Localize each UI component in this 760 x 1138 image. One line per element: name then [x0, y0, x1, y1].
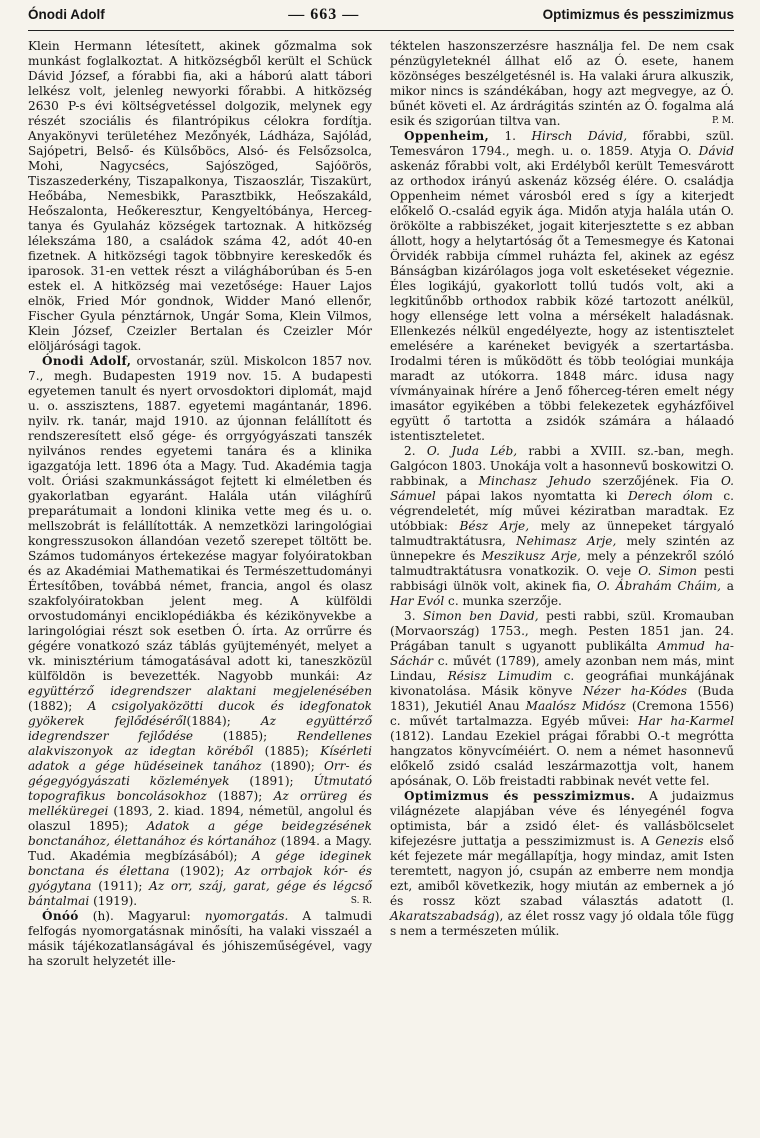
right-column	[390, 39, 734, 969]
text-columns	[28, 39, 734, 969]
work-title: Az együttérző idegrendszer alaktani megjelenésében	[28, 669, 372, 698]
work-title: Az orr, száj, garat, gége és légcső bántalmai	[28, 879, 372, 908]
headword: Ónóó	[42, 909, 79, 923]
work-title: Kísérleti adatok a gége hüdéseinek tanához	[28, 744, 372, 773]
headword: Optimizmus és pesszimizmus.	[404, 789, 636, 803]
paragraph: Klein Hermann létesített, akinek gőzmalma sok munkást foglalkoztat. A hitközségből került el Schück Dávid József, a fórabbi fia, aki a háború alatt tábori lelkész volt, jelenleg newyorki főrabbi. A hitközség 2630 P-s évi költségvetéssel dolgozik, melynek egy részét szociális és filantrópikus célokra fordítja. Anyakönyvi területéhez Mezőnyék, Ládháza, Sajólád, Sajópetri, Belső- és Külsőböcs, Alsó- és Felsőzsolca, Mohi, Nagycsécs, Sajószöged, Sajóörös, Tiszaszederkény, Tiszapalkonya, Tiszaoszlár, Tiszakürt, Heőbába, Nemesbikk, Parasztbikk, Heőszakáld, Heőszalonta, Heőkeresztur, Kengyeltóbánya, Hercegtanya és Gyulaház községek tartoznak. A hitközség lélekszáma 180, a családok száma 42, adót 40-en fizetnek. A hitközségi tagok többnyire kereskedők és iparosok. 31-en vettek részt a világháborúban és 5-en estek el. A hitközség mai vezetősége: Hauer Lajos elnök, Fried Mór gondnok, Widder Manó ellenőr, Fischer Gyula pénztárnok, Ungár Soma, Klein Vilmos, Klein József, Czeizler Bertalan és Czeizler Mór elöljárósági tagok.	[28, 39, 372, 353]
headword: Ónodi Adolf,	[42, 354, 132, 368]
author-signature: P. M.	[711, 116, 734, 126]
author-signature: S. R.	[350, 896, 372, 906]
work-title: Az orrbajok kór- és gyógytana	[28, 864, 372, 893]
entry-oppenheim: Oppenheim, 1. Hirsch Dávid, főrabbi, szül. Temesváron 1794., megh. u. o. 1859. Atyja O. Dávid askenáz főrabbi volt, aki Erdélyből került Temesvárott az orthodox irányú askenáz község élére. O. családja Oppenheim német városból ered s így a kiterjedt előkelő O.-család egyik ága. Midőn atyja halála után O. örökölte a rabbiszéket, jogait kiterjesztette s ez abban állott, hogy a helytartóság őt a Temesmegye és Katonai Örvidék rabbija címmel ruházta fel, akinek az egész Bánságban kizárólagos joga volt esketéseket végeznie. Éles logikájú, gyakorlott tollú tudós volt, aki a legkitűnőbb orthodox rabbik közé tartozott anélkül, hogy ellensége lett volna a mérsékelt haladásnak. Ellenkezés nélkül engedélyezte, hogy az istentisztelet emelésére a karéneket bevigyék a szertartásba. Irodalmi téren is működött és több teológiai munkája maradt az utókorra. 1848 márc. idusa nagy vívmányainak hírére a Jenő főherceg-téren emelt négy imasátor egyikében a többi felekezetek egyházfőivel együtt ő tartotta a zsidók számára a hálaadó istentiszteletet.	[390, 129, 734, 443]
header-left: Ónodi Adolf	[28, 7, 105, 22]
header-right: Optimizmus és pesszimizmus	[542, 7, 734, 22]
work-title: Az együttérző idegrendszer fejlődése	[28, 714, 372, 743]
works-list: Az együttérző idegrendszer alaktani megjelenésében (1882); A csigolyaközötti ducok és idegfonatok gyökerek fejlődéséről(1884); Az együttérző idegrendszer fejlődése (1885); Rendellenes alakviszonyok az idegtan köréből (1885); Kísérleti adatok a gége hüdéseinek tanához (1890); Orr- és gégegyógyászati közlemények (1891); Útmutató topografikus boncolásokhoz (1887); Az orrüreg és melléküregei (1893, 2. kiad. 1894, németül, angolul és olaszul 1895); Adatok a gége beidegzésének bonctanához, élettanához és kórtanához (1894. a Magy. Tud. Akadémia megbízásából); A gége ideginek bonctana és élettana (1902); Az orrbajok kór- és gyógytana (1911); Az orr, száj, garat, gége és légcső bántalmai (1919).	[28, 669, 372, 908]
entry-onoo: Ónóó (h). Magyarul: nyomorgatás. A talmudi felfogás nyomorgatásnak minősíti, ha valaki visszaél a másik tájékozatlanságával és jóhiszeműségével, vagy ha szorult helyzetét ille-	[28, 909, 372, 968]
work-title: Útmutató topografikus boncolásokhoz	[28, 774, 372, 803]
entry-oppenheim-3: 3. Simon ben David, pesti rabbi, szül. Kromauban (Morvaország) 1753., megh. Pesten 1851 jan. 24. Prágában tanult s ugyanott publikálta Ammud ha-Sáchár c. művét (1789), amely azonban nem más, mint Lindau, Résisz Limudim c. geográfiai munkájának kivonatolása. Másik könyve Nézer ha-Kódes (Buda 1831), Jekutiél Anau Maalósz Midósz (Cremona 1556) c. művét tartalmazza. Egyéb művei: Har ha-Karmel (1812). Landau Ezekiel prágai főrabbi O.-t megrótta hangzatos könyvcíméiért. O. nem a német hasonnevű előkelő zsidó család leszármazottja volt, hanem apósának, O. Löb freistadti rabbinak nevét vette fel.	[390, 609, 735, 788]
left-column	[28, 39, 372, 969]
work-title: Orr- és gégegyógyászati közlemények	[28, 759, 372, 788]
work-title: Adatok a gége beidegzésének bonctanához, élettanához és kórtanához	[28, 819, 372, 848]
work-title: Az orrüreg és melléküregei	[28, 789, 372, 818]
entry-onodi-adolf: Ónodi Adolf, orvostanár, szül. Miskolcon 1857 nov. 7., megh. Budapesten 1919 nov. 15. A budapesti egyetemen tanult és nyert orvosdoktori diplomát, majd u. o. asszisztens, 1887. egyetemi magántanár, 1896. nyilv. rk. tanár, majd 1910. az újonnan felállított és rendszeresített első gége- és orrgyógyászati tanszék nyilvános rendes egyetemi tanára és a klinika igazgatója lett. 1896 óta a Magy. Tud. Akadémia tagja volt. Óriási szakmunkásságot fejtett ki elméletben és gyakorlatban egyaránt. Halála után világhírű preparátumait a londoni klinika vette meg és u. o. mellszobrát is felállították. A nemzetközi laringológiai kongresszusokon állandóan vezető szerepet töltött be. Számos tudományos értekezése magyar folyóiratokban és az Akadémiai Mathematikai és Természettudományi Értesítőben, továbbá német, francia, angol és olasz szakfolyóiratokban jelent meg. A külföldi orvostudományi enciklopédiákba és kézikönyvekbe a laringológiai részt sok esetben Ó. írta. Az orrűrre és gégére vonatkozó száz táblás gyüjteményét, melyet a vk. minisztérium támogatásával adott ki, taneszközül külföldön is bevezették. Nagyobb munkái: Az együttérző idegrendszer alaktani megjelenésében (1882); A csigolyaközötti ducok és idegfonatok gyökerek fejlődéséről(1884); Az együttérző idegrendszer fejlődése (1885); Rendellenes alakviszonyok az idegtan köréből (1885); Kísérleti adatok a gége hüdéseinek tanához (1890); Orr- és gégegyógyászati közlemények (1891); Útmutató topografikus boncolásokhoz (1887); Az orrüreg és melléküregei (1893, 2. kiad. 1894, németül, angolul és olaszul 1895); Adatok a gége beidegzésének bonctanához, élettanához és kórtanához (1894. a Magy. Tud. Akadémia megbízásából); A gége ideginek bonctana és élettana (1902); Az orrbajok kór- és gyógytana (1911); Az orr, száj, garat, gége és légcső bántalmai (1919). S. R.	[28, 354, 372, 908]
running-header	[28, 6, 734, 31]
work-title: A csigolyaközötti ducok és idegfonatok	[87, 699, 372, 713]
page-number: — 663 —	[288, 6, 360, 23]
entry-oppenheim-2: 2. O. Juda Léb, rabbi a XVIII. sz.-ban, megh. Galgócon 1803. Unokája volt a hasonnevű boskowitzi O. rabbinak, a Minchasz Jehudo szerzőjének. Fia O. Sámuel pápai lakos nyomtatta ki Derech ólom c. végrendeletét, míg művei kéziratban maradtak. Ez utóbbiak: Bész Arje, mely az ünnepeket tárgyaló talmudtraktátusra, Nehimasz Arje, mely szintén az ünnepekre és Meszikusz Arje, mely a pénzekről szóló talmudtraktátusra vonatkozik. O. veje O. Simon pesti rabbisági ülnök volt, akinek fia, O. Ábrahám Cháim, a Har Evól c. munka szerzője.	[390, 444, 735, 608]
paragraph: téktelen haszonszerzésre használja fel. De nem csak pénzügyleteknél állhat elő az Ó. esete, hanem közönséges beszélgetésnél is. Ha valaki árura alkuszik, mikor nincs is szándékában, hogy azt megvegye, az Ó. bűnét követi el. Az árdrágitás szintén az Ó. fogalma alá esik és szigorúan tiltva van. P. M.	[390, 39, 734, 128]
headword: Oppenheim,	[404, 129, 490, 143]
work-title: A gége ideginek bonctana és élettana	[28, 849, 372, 878]
work-title: Rendellenes alakviszonyok az idegtan köréből	[28, 729, 372, 758]
entry-optimizmus: Optimizmus és pesszimizmus. A judaizmus világnézete alapjában véve és lényegénél fogva optimista, bár a zsidó élet- és vallásbölcselet kifejezésre juttatja a pesszimizmust is. A Genezis első két fejezete már megállapítja, hogy mindaz, amit Isten teremtett, nagyon jó, csupán az emberre nem mondja ezt, amiből következik, hogy miután az embernek a jó és rossz közt szabad választás adatott (l. Akaratszabadság), az élet rossz vagy jó oldala tőle függ s nem a természeten múlik.	[390, 789, 734, 938]
work-title: gyökerek fejlődéséről	[28, 714, 187, 728]
